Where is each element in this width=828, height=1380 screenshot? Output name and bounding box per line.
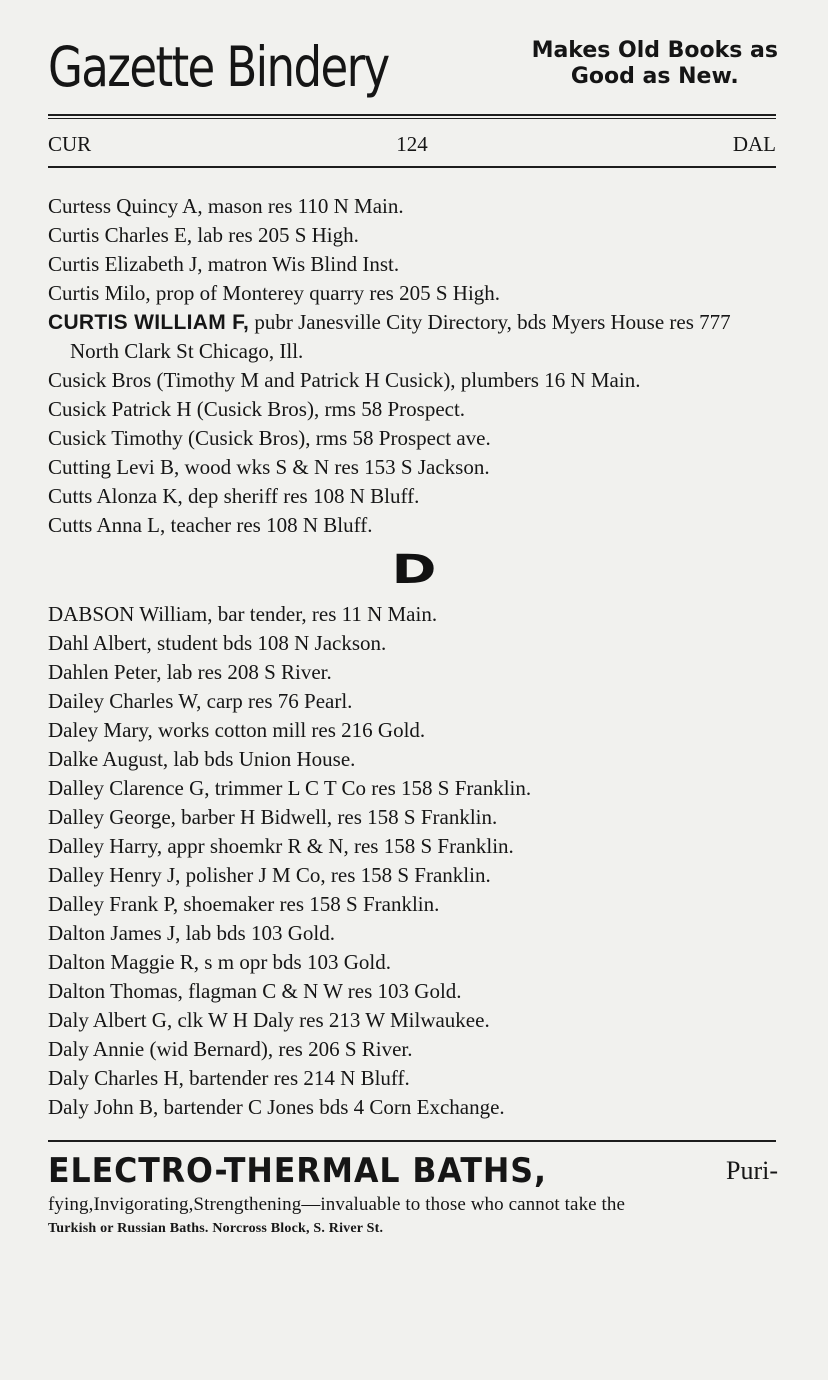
directory-entry: Dalton James J, lab bds 103 Gold.	[48, 921, 335, 945]
directory-entry: Dalley Clarence G, trimmer L C T Co res 158 S Franklin.	[48, 776, 532, 800]
directory-entry: Cutting Levi B, wood wks S & N res 153 S Jackson.	[48, 455, 490, 479]
directory-entry: DABSON William, bar tender, res 11 N Main.	[48, 602, 438, 626]
entry-details: pubr Janesville City Directory, bds Myers House res 777 North Clark St Chicago, Ill.	[70, 310, 731, 363]
directory-entry: Cusick Patrick H (Cusick Bros), rms 58 Prospect.	[48, 397, 466, 421]
footer-top-rule	[48, 1140, 776, 1142]
directory-entry: Cutts Anna L, teacher res 108 N Bluff.	[48, 513, 373, 537]
page-number: 124	[396, 132, 428, 156]
top-rule-thin	[48, 118, 776, 119]
directory-entry: Dalley Frank P, shoemaker res 158 S Franklin.	[48, 892, 440, 916]
bottom-ad-line2: fying,Invigorating,Strengthening—invaluable to those who cannot take the	[48, 1194, 626, 1215]
bottom-ad-headline: ELECTRO-THERMAL BATHS,	[48, 1151, 547, 1191]
directory-entry: Dalke August, lab bds Union House.	[48, 747, 356, 771]
directory-entry	[48, 308, 778, 366]
header-bottom-rule	[48, 166, 776, 168]
directory-entry: Daly John B, bartender C Jones bds 4 Corn Exchange.	[48, 1095, 505, 1119]
directory-entry: Cutts Alonza K, dep sheriff res 108 N Bluff.	[48, 484, 420, 508]
directory-entry: Daly Charles H, bartender res 214 N Bluff.	[48, 1066, 410, 1090]
directory-entry: Daly Annie (wid Bernard), res 206 S River.	[48, 1037, 413, 1061]
directory-entry: Dailey Charles W, carp res 76 Pearl.	[48, 689, 353, 713]
directory-entry: Curtis Milo, prop of Monterey quarry res 205 S High.	[48, 281, 501, 305]
directory-entry: Dalley Harry, appr shoemkr R & N, res 158 S Franklin.	[48, 834, 514, 858]
directory-entry: Daley Mary, works cotton mill res 216 Gold.	[48, 718, 426, 742]
ad-slogan	[532, 38, 778, 90]
top-rule-thick	[48, 114, 776, 116]
running-head-right: DAL	[732, 132, 776, 156]
running-head-left: CUR	[48, 132, 92, 156]
ad-slogan-line1: Makes Old Books as	[531, 38, 778, 63]
ad-slogan-line2: Good as New.	[570, 64, 739, 89]
directory-entry: Curtis Charles E, lab res 205 S High.	[48, 223, 359, 247]
directory-entry: Dalton Thomas, flagman C & N W res 103 Gold.	[48, 979, 462, 1003]
directory-entry: Dahl Albert, student bds 108 N Jackson.	[48, 631, 387, 655]
ad-title: Gazette Bindery	[48, 35, 389, 99]
directory-entry: Dalton Maggie R, s m opr bds 103 Gold.	[48, 950, 391, 974]
directory-entry: Dahlen Peter, lab res 208 S River.	[48, 660, 332, 684]
directory-entry: Dalley Henry J, polisher J M Co, res 158 S Franklin.	[48, 863, 491, 887]
bottom-advertisement	[48, 1150, 778, 1240]
bottom-ad-line3: Turkish or Russian Baths. Norcross Block, S. River St.	[48, 1221, 384, 1236]
bottom-ad-headline-tail: Puri-	[726, 1156, 778, 1185]
directory-entry: Cusick Bros (Timothy M and Patrick H Cusick), plumbers 16 N Main.	[48, 368, 641, 392]
top-advertisement	[48, 30, 778, 110]
directory-entry: Daly Albert G, clk W H Daly res 213 W Milwaukee.	[48, 1008, 490, 1032]
running-head	[48, 128, 776, 160]
entries-c-list	[48, 192, 778, 540]
directory-entry: Curtis Elizabeth J, matron Wis Blind Inst.	[48, 252, 400, 276]
directory-entry: Cusick Timothy (Cusick Bros), rms 58 Prospect ave.	[48, 426, 491, 450]
entry-name-bold: CURTIS WILLIAM F,	[48, 311, 250, 334]
directory-entry: Dalley George, barber H Bidwell, res 158 S Franklin.	[48, 805, 498, 829]
directory-entry: Curtess Quincy A, mason res 110 N Main.	[48, 194, 404, 218]
section-letter: D	[391, 547, 437, 593]
entries-d-list	[48, 600, 778, 1122]
bottom-ad-line1	[48, 1150, 778, 1192]
